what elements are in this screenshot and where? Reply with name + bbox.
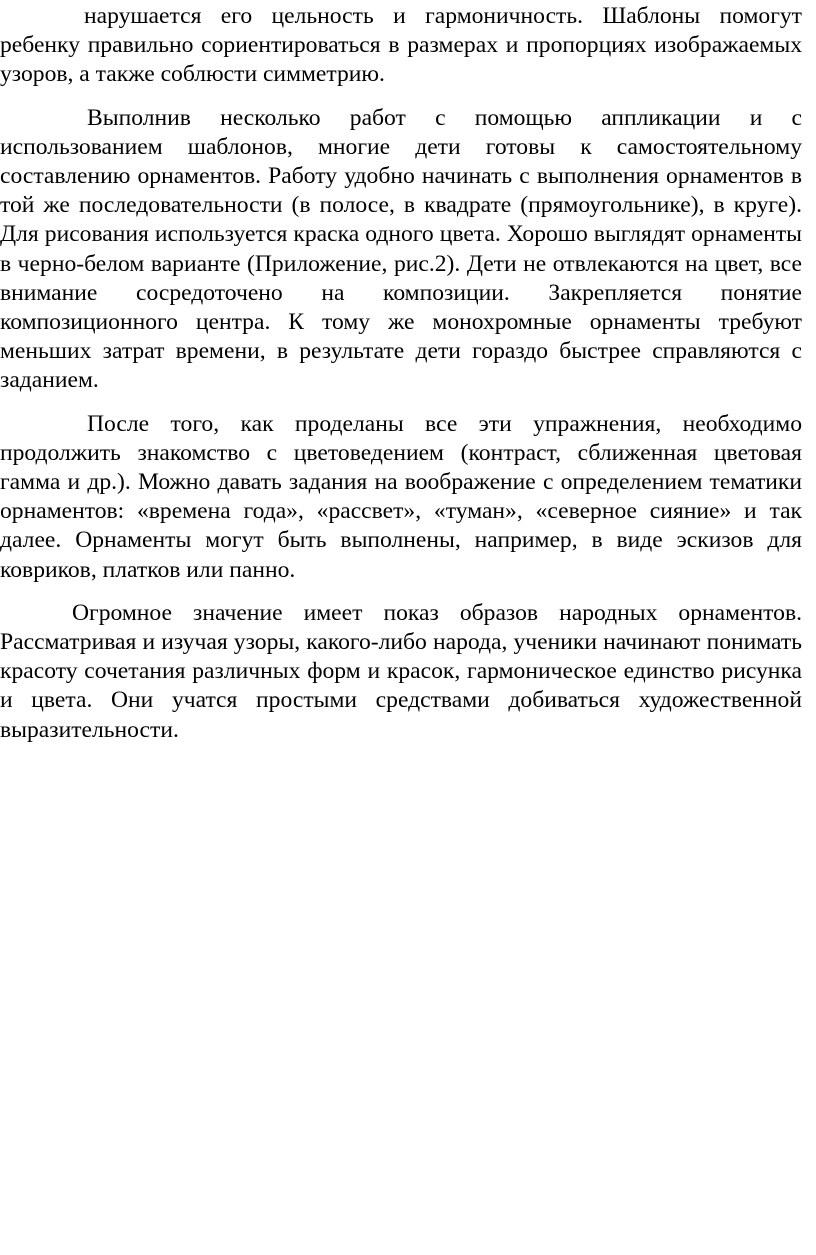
paragraph-continued: нарушается его цельность и гармоничность. Шаблоны помогут ребенку правильно сориентироваться в размерах и пропорциях изображаемых узоров, а также соблюсти симметрию. [0, 3, 802, 88]
paragraph-color-science: После того, как проделаны все эти упражнения, необходимо продолжить знакомство с цветоведением (контраст, сближенная цветовая гамма и др.). Можно давать задания на воображение с определением тематики орнаментов: «времена года», «рассвет», «туман», «северное сияние» и так далее. Орнаменты могут быть выполнены, например, в виде эскизов для ковриков, платков или панно. [0, 410, 802, 583]
paragraph-applique: Выполнив несколько работ с помощью аппликации и с использованием шаблонов, многие дети готовы к самостоятельному составлению орнаментов. Работу удобно начинать с выполнения орнаментов в той же последовательности (в полосе, в квадрате (прямоугольнике), в круге). Для рисования используется краска одного цвета. Хорошо выглядят орнаменты в черно-белом варианте (Приложение, рис.2). Дети не отвлекаются на цвет, все внимание сосредоточено на композиции. Закрепляется понятие композиционного центра. К тому же монохромные орнаменты требуют меньших затрат времени, в результате дети гораздо быстрее справляются с заданием. [0, 104, 802, 394]
paragraph-folk-ornaments: Огромное значение имеет показ образов народных орнаментов. Рассматривая и изучая узоры, какого-либо народа, ученики начинают понимать красоту сочетания различных форм и красок, гармоническое единство рисунка и цвета. Они учатся простыми средствами добиваться художественной выразительности. [0, 599, 802, 743]
